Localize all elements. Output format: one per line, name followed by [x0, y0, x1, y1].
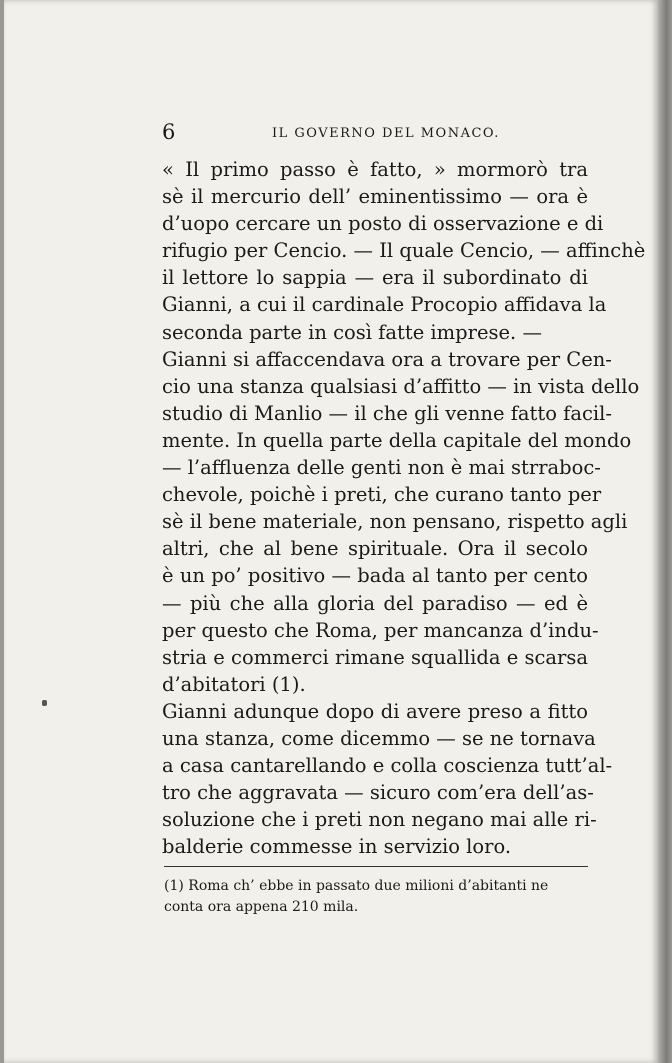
running-title: IL GOVERNO DEL MONACO.	[272, 126, 500, 141]
text-line: seconda parte in così fatte imprese. —	[162, 320, 542, 344]
text-line: sè il bene materiale, non pensano, rispetto agli	[162, 510, 628, 534]
footnote-line: conta ora appena 210 mila.	[164, 899, 359, 915]
text-line: soluzione che i preti non negano mai alle ri-	[162, 808, 597, 832]
text-line: d’abitatori (1).	[162, 672, 306, 696]
text-line: Gianni si affaccendava ora a trovare per Cen-	[162, 347, 612, 371]
page-edge-shadow	[658, 0, 672, 1063]
text-line: d’uopo cercare un posto di osservazione e di	[162, 212, 604, 236]
text-line: Gianni adunque dopo di avere preso a fitto	[162, 699, 588, 723]
footnote	[164, 876, 590, 918]
text-line: « Il primo passo è fatto, » mormorò tra	[162, 158, 588, 181]
text-line: chevole, poichè i preti, che curano tanto per	[162, 483, 602, 507]
paragraph	[162, 346, 640, 698]
running-head	[162, 122, 594, 144]
paragraph	[162, 156, 646, 346]
text-line: — più che alla gloria del paradiso — ed è	[162, 591, 588, 615]
text-line: studio di Manlio — il che gli venne fatto facil-	[162, 401, 612, 425]
paragraph	[162, 698, 613, 861]
text-line: Gianni, a cui il cardinale Procopio affidava la	[162, 293, 607, 317]
text-line: per questo che Roma, per mancanza d’indu-	[162, 618, 599, 642]
text-line: — l’affluenza delle genti non è mai strraboc-	[162, 456, 601, 480]
text-line: balderie commesse in servizio loro.	[162, 835, 512, 859]
text-line: a casa cantarellando e colla coscienza tutt’al-	[162, 754, 613, 778]
ink-speck	[42, 700, 47, 706]
text-line: stria e commerci rimane squallida e scarsa	[162, 645, 588, 669]
text-line: tro che aggravata — sicuro com’era dell’as-	[162, 781, 594, 805]
text-line: mente. In quella parte della capitale del mondo	[162, 428, 632, 452]
text-line: è un po’ positivo — bada al tanto per cento	[162, 564, 588, 588]
book-page	[4, 0, 658, 1063]
footnote-line: (1) Roma ch’ ebbe in passato due milioni d’abitanti ne	[164, 878, 549, 894]
text-line: una stanza, come dicemmo — se ne tornava	[162, 726, 596, 750]
text-line: sè il mercurio dell’ eminentissimo — ora è	[162, 185, 588, 209]
text-line: il lettore lo sappia — era il subordinato di	[162, 266, 588, 290]
page-number: 6	[162, 120, 176, 144]
text-line: cio una stanza qualsiasi d’affitto — in vista dello	[162, 374, 640, 398]
body-text	[162, 156, 646, 860]
footnote-rule	[164, 866, 588, 867]
text-line: rifugio per Cencio. — Il quale Cencio, — affinchè	[162, 239, 646, 263]
text-line: altri, che al bene spirituale. Ora il secolo	[162, 537, 588, 561]
